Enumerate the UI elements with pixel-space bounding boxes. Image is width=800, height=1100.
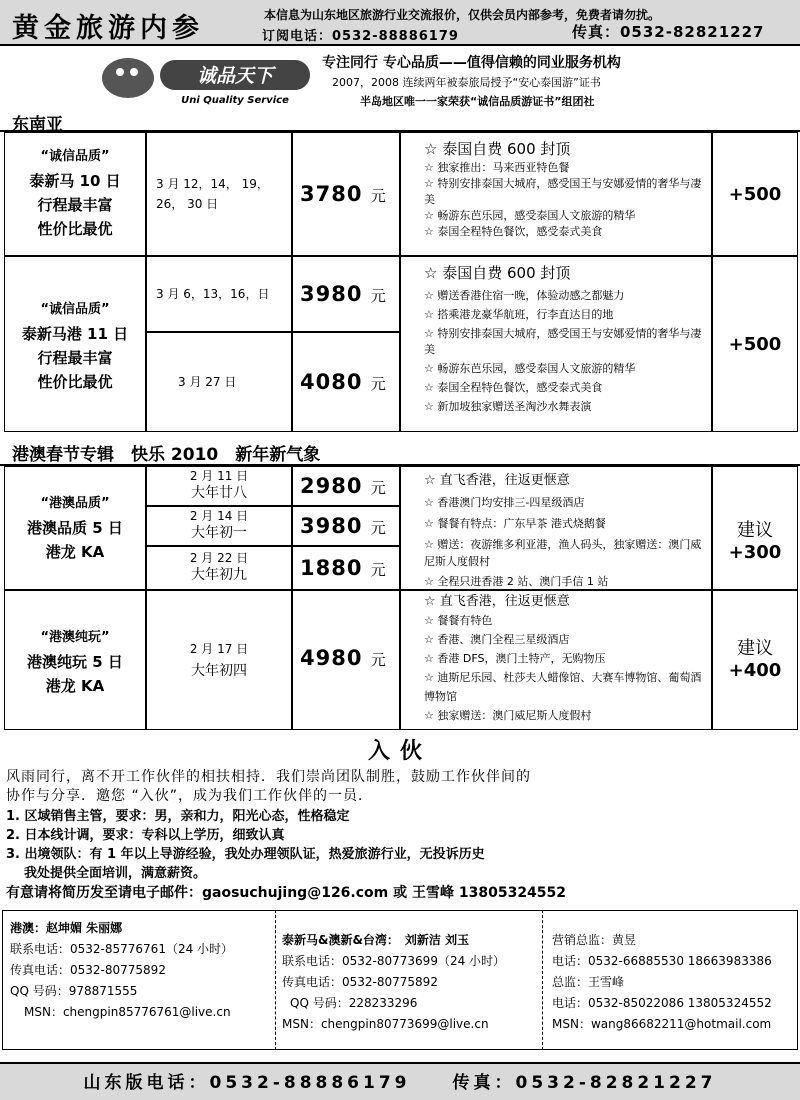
contact-sea	[282, 930, 540, 1035]
tagline: 专注同行 专心品质——值得信赖的同业服务机构	[322, 55, 621, 71]
feature-item: ☆ 畅游东芭乐园，感受泰国人文旅游的精华	[424, 209, 636, 222]
feature-item: ☆ 全程只进香港 2 站、澳门手信 1 站	[424, 575, 609, 588]
airline: 港龙 KA	[45, 543, 105, 561]
contact-hk-macau	[10, 918, 272, 1023]
job-requirement: 3. 出境领队：有 1 年以上导游经验，我处办理领队证，热爱旅游行业，无投诉历史	[6, 847, 485, 862]
price: 1880 元	[300, 556, 387, 580]
contact-names: 泰新马&澳新&台湾： 刘新洁 刘玉	[282, 933, 470, 947]
contact-fax: 传真电话：0532-80775892	[282, 975, 438, 989]
product-name: 泰新马港 11 日	[21, 325, 129, 343]
airline: 港龙 KA	[45, 677, 105, 695]
feature-item: ☆ 香港、澳门全程三星级酒店	[424, 633, 570, 646]
divider	[275, 910, 276, 1050]
feature-item: ☆ 直飞香港，往返更惬意	[424, 473, 570, 488]
feature-item: ☆ 赠送：夜游维多利亚港，渔人码头，独家赠送：澳门威尼斯人度假村	[424, 538, 702, 568]
join-paragraph: 风雨同行，离不开工作伙伴的相扶相持．我们崇尚团队制胜，鼓励工作伙伴间的	[6, 769, 531, 785]
feature-item: ☆ 畅游东芭乐园，感受泰国人文旅游的精华	[424, 362, 636, 375]
contact-phone: 联系电话：0532-85776761（24 小时）	[10, 942, 234, 956]
contact-fax: 传真电话：0532-80775892	[10, 963, 166, 977]
product-card-hk-pure-5	[6, 626, 144, 698]
product-card-thai-sg-my-hk-11	[6, 298, 144, 394]
contact-phone: 电话：0532-66885530 18663983386	[552, 954, 772, 968]
surcharge: 建议 +300	[728, 520, 782, 563]
join-paragraph: 协作与分享．邀您 “入伙”，成为我们工作伙伴的一员．	[6, 788, 373, 804]
quality-label: “诚信品质”	[40, 302, 110, 317]
company-logo	[98, 50, 318, 108]
fax-number: 传真：0532-82821227	[572, 23, 765, 41]
section-title-sea: 东南亚	[12, 115, 63, 135]
quality-label: “诚信品质”	[40, 149, 110, 164]
product-tagline: 性价比最优	[37, 220, 113, 238]
feature-item: ☆ 餐餐有特色	[424, 614, 493, 627]
surcharge: +500	[728, 184, 782, 205]
join-title: 入伙	[367, 739, 432, 764]
feature-item: ☆ 直飞香港，往返更惬意	[424, 594, 570, 609]
award-line: 2007，2008 连续两年被泰旅局授予“安心泰国游”证书	[332, 76, 601, 89]
price: 4980 元	[300, 646, 387, 670]
application-email[interactable]: 有意请将简历发至请电子邮件：gaosuchujing@126.com 或 王雪峰 13805324552	[6, 885, 567, 901]
departure-dates: 3 月 27 日	[178, 375, 237, 389]
feature-item: ☆ 泰国自费 600 封顶	[424, 140, 571, 158]
feature-item: ☆ 香港 DFS，澳门土特产，无购物压	[424, 652, 606, 665]
price: 3980 元	[300, 282, 387, 306]
contact-phone: 联系电话：0532-80773699（24 小时）	[282, 954, 506, 968]
job-requirement: 我处提供全面培训，满意薪资。	[24, 866, 207, 881]
feature-list	[424, 592, 708, 725]
job-requirement: 2. 日本线计调，要求：专科以上学历，细致认真	[6, 828, 285, 843]
price: 3780 元	[300, 182, 387, 206]
feature-item: ☆ 泰国自费 600 封顶	[424, 264, 571, 282]
publication-title: 黄金旅游内参	[12, 13, 204, 44]
feature-list	[424, 262, 708, 415]
section-title-hk: 港澳春节专辑 快乐 2010 新年新气象	[12, 445, 321, 465]
departure-date: 2 月 11 日 大年廿八	[189, 469, 249, 501]
feature-item: ☆ 特别安排泰国大城府，感受国王与安娜爱情的奢华与凄美	[424, 327, 702, 356]
feature-list	[424, 470, 708, 590]
product-name: 港澳纯玩 5 日	[27, 653, 123, 671]
price: 4080 元	[300, 370, 387, 394]
subscribe-phone: 订阅电话：0532-88886179	[262, 29, 459, 44]
product-name: 港澳品质 5 日	[27, 519, 123, 537]
logo-subtitle: Uni Quality Service	[181, 95, 289, 106]
logo-text: 诚品天下	[196, 65, 274, 87]
feature-item: ☆ 泰国全程特色餐饮，感受泰式美食	[424, 225, 603, 238]
price: 3980 元	[300, 514, 387, 538]
contact-qq: QQ 号码：978871555	[10, 984, 138, 998]
feature-item: ☆ 独家推出：马来西亚特色餐	[424, 161, 570, 174]
certificate-line: 半岛地区唯一一家荣获“诚信品质游证书”组团社	[360, 95, 595, 108]
feature-item: ☆ 新加坡独家赠送圣淘沙水舞表演	[424, 400, 592, 413]
job-requirement: 1. 区域销售主管，要求：男，亲和力，阳光心态，性格稳定	[6, 809, 350, 824]
contact-director: 营销总监：黄昱	[552, 933, 637, 947]
departure-dates: 3 月 6，13，16，日	[156, 287, 270, 301]
contact-msn[interactable]: MSN：wang86682211@hotmail.com	[552, 1017, 772, 1031]
contact-phone: 电话：0532-85022086 13805324552	[552, 996, 772, 1010]
footer-contact: 山东版电话：0532-88886179 传真：0532-82821227	[0, 1062, 800, 1100]
surcharge: 建议 +400	[728, 638, 782, 681]
product-tagline: 行程最丰富	[37, 349, 113, 367]
departure-date: 2 月 14 日 大年初一	[189, 509, 249, 541]
feature-item: ☆ 泰国全程特色餐饮，感受泰式美食	[424, 381, 603, 394]
feature-item: ☆ 搭乘港龙豪华航班，行李直达目的地	[424, 308, 614, 321]
quality-label: “港澳品质”	[40, 496, 110, 511]
surcharge: +500	[728, 334, 782, 355]
contact-names: 港澳：赵坤媚 朱丽娜	[10, 921, 123, 935]
product-name: 泰新马 10 日	[29, 172, 121, 190]
product-tagline: 行程最丰富	[37, 196, 113, 214]
feature-item: ☆ 独家赠送：澳门威尼斯人度假村	[424, 709, 592, 722]
contact-msn[interactable]: MSN：chengpin80773699@live.cn	[282, 1017, 489, 1031]
feature-list	[424, 138, 708, 240]
feature-item: ☆ 餐餐有特点：广东早茶 港式烧鹅餐	[424, 517, 606, 530]
feature-item: ☆ 迪斯尼乐园、杜莎夫人蜡像馆、大赛车博物馆、葡萄酒博物馆	[424, 671, 702, 703]
price: 2980 元	[300, 474, 387, 498]
contact-marketing	[552, 930, 796, 1035]
mascot-icon	[102, 58, 154, 98]
contact-qq: QQ 号码：228233296	[290, 996, 418, 1010]
feature-item: ☆ 赠送香港住宿一晚，体验动感之都魅力	[424, 289, 625, 302]
product-tagline: 性价比最优	[37, 373, 113, 391]
feature-item: ☆ 香港澳门均安排三-四星级酒店	[424, 496, 585, 509]
product-card-hk-quality-5	[6, 492, 144, 564]
feature-item: ☆ 特别安排泰国大城府，感受国王与安娜爱情的奢华与凄美	[424, 177, 702, 206]
departure-date: 2 月 17 日 大年初四	[189, 642, 249, 679]
contact-msn[interactable]: MSN：chengpin85776761@live.cn	[24, 1005, 231, 1019]
departure-date: 2 月 22 日 大年初九	[189, 551, 249, 583]
contact-director: 总监：王雪峰	[552, 975, 625, 989]
product-card-thai-sg-my-10	[6, 145, 144, 241]
divider	[542, 910, 543, 1050]
quality-label: “港澳纯玩”	[40, 630, 110, 645]
departure-dates: 3 月 12，14， 19， 26， 30 日	[156, 177, 269, 211]
disclaimer-note: 本信息为山东地区旅游行业交流报价，仅供会员内部参考，免费者请勿扰。	[264, 8, 661, 22]
